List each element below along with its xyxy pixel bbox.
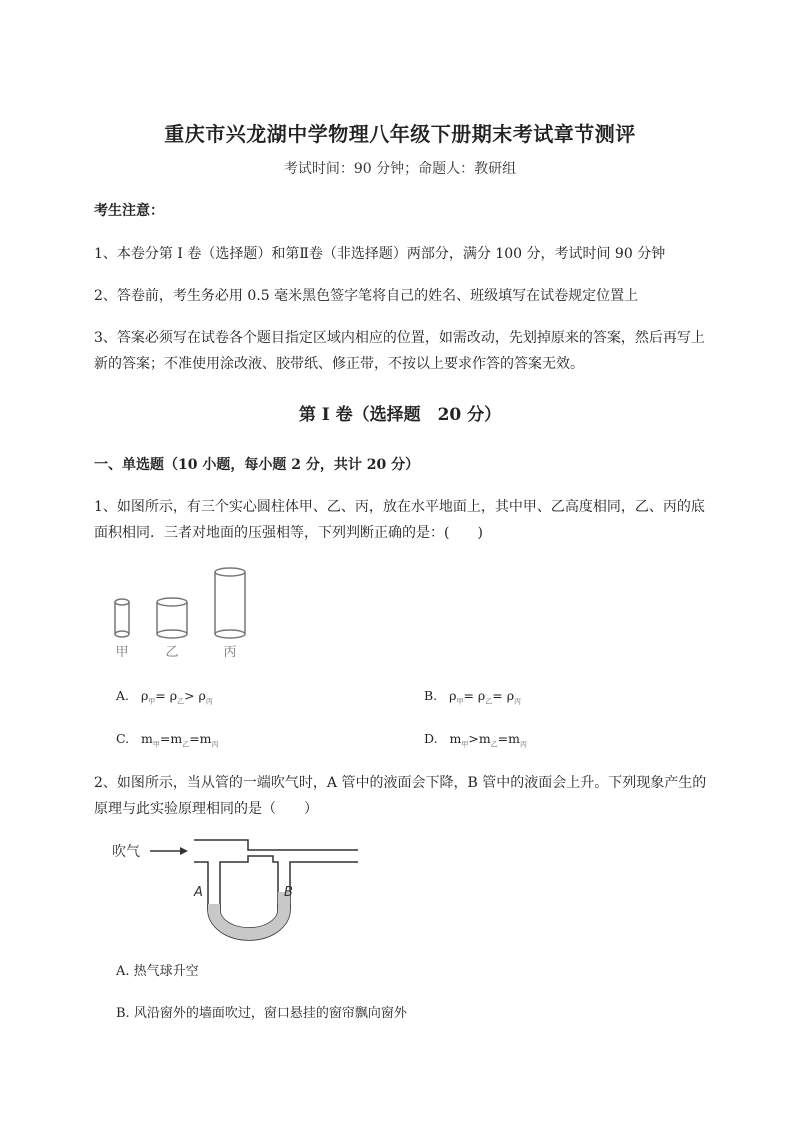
blow-arrow-icon — [180, 847, 188, 855]
q1-option-d[interactable]: D. $m_甲>m_乙=m_丙$ — [424, 731, 527, 749]
tube-a-label: A — [194, 885, 203, 900]
figure-label-yi: 乙 — [165, 645, 179, 660]
figure-label-bing: 丙 — [223, 645, 237, 660]
notice-item-3: 3、答案必须写在试卷各个题目指定区域内相应的位置，如需改动，先划掉原来的答案，然后再写上新的答案；不准使用涂改液、胶带纸、修正带，不按以上要求作答的答案无效。 — [94, 330, 705, 372]
page-title: 重庆市兴龙湖中学物理八年级下册期末考试章节测评 — [164, 122, 636, 146]
notice-heading: 考生注意： — [94, 203, 164, 219]
notice-item-2: 2、答卷前，考生务必用 0.5 毫米黑色签字笔将自己的姓名、班级填写在试卷规定位置上 — [94, 288, 639, 304]
q2-option-b[interactable]: B. 风沿窗外的墙面吹过，窗口悬挂的窗帘飘向窗外 — [116, 1006, 407, 1021]
section-title: 第 I 卷（选择题 20 分） — [298, 405, 502, 425]
tube-b-label: B — [284, 885, 293, 900]
notice-item-1: 1、本卷分第 I 卷（选择题）和第Ⅱ卷（非选择题）两部分，满分 100 分，考试时间 90 分钟 — [94, 246, 666, 262]
figure-label-jia: 甲 — [115, 645, 129, 660]
q1-option-c[interactable]: C. $m_甲=m_乙=m_丙$ — [116, 731, 219, 749]
q2-option-a[interactable]: A. 热气球升空 — [116, 964, 199, 979]
part-heading: 一、单选题（10 小题，每小题 2 分，共计 20 分） — [94, 457, 420, 473]
question-2-text: 2、如图所示，当从管的一端吹气时，A 管中的液面会下降，B 管中的液面会上升。下列现象产生的原理与此实验原理相同的是（ ） — [94, 775, 707, 817]
q1-option-a[interactable]: A. $\rho_甲= \rho_乙> \rho_丙$ — [116, 688, 213, 706]
blow-label: 吹气 — [112, 844, 140, 860]
cylinders-figure — [100, 562, 260, 662]
q1-option-b[interactable]: B. $\rho_甲= \rho_乙= \rho_丙$ — [424, 688, 522, 706]
question-1-text: 1、如图所示，有三个实心圆柱体甲、乙、丙，放在水平地面上，其中甲、乙高度相同，乙、丙的底面积相同．三者对地面的压强相等，下列判断正确的是：( ) — [94, 499, 705, 541]
exam-info: 考试时间：90 分钟；命题人：教研组 — [283, 161, 517, 177]
tube-figure — [108, 832, 358, 942]
